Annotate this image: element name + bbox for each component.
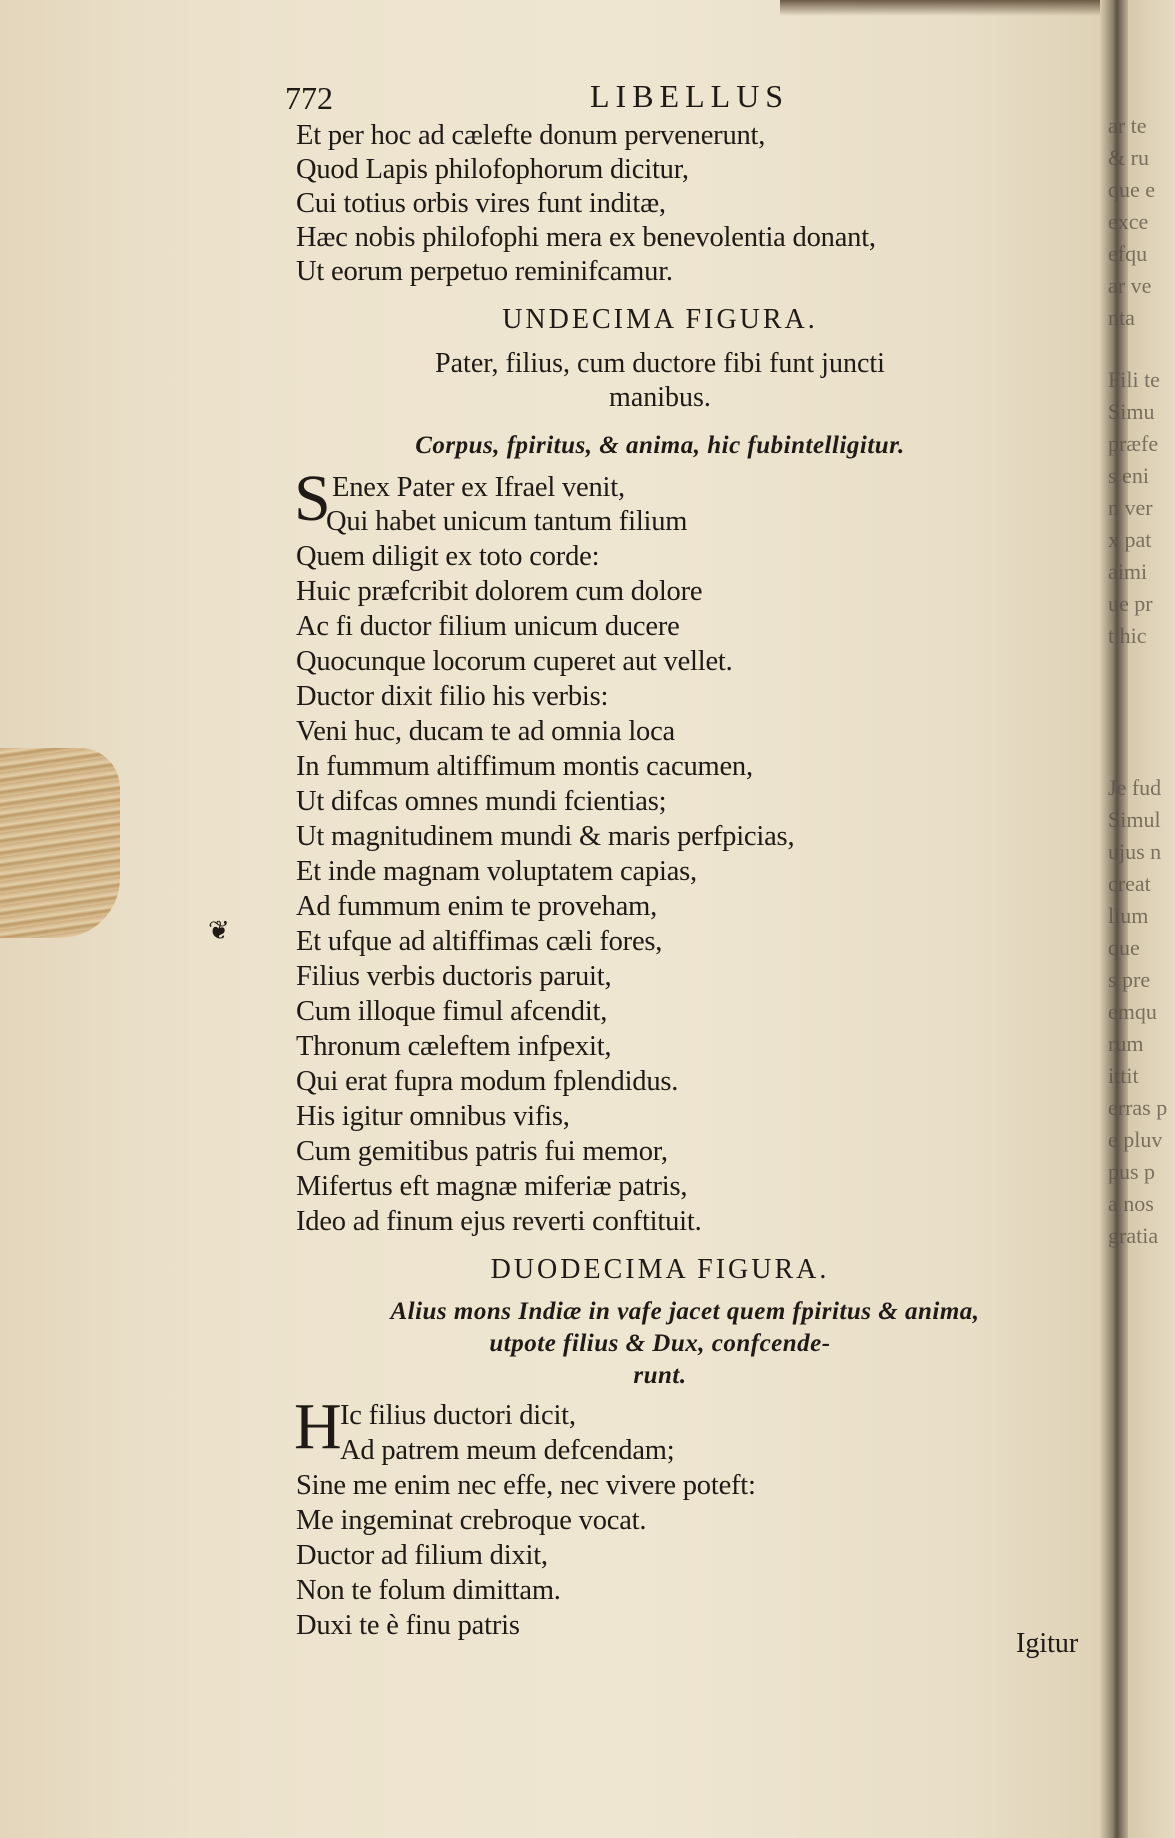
text-line: Cum illoque fimul afcendit,	[296, 996, 608, 1027]
facing-page-fragment: pus p	[1108, 1159, 1156, 1184]
text-line: Ut difcas omnes mundi fcientias;	[296, 786, 667, 817]
facing-page-fragment	[1108, 652, 1175, 682]
facing-page-fragment: creat	[1108, 871, 1151, 896]
text-line: Ut eorum perpetuo reminifcamur.	[296, 256, 673, 287]
facing-page-fragment: aimi	[1108, 559, 1148, 584]
text-line: Quocunque locorum cuperet aut vellet.	[296, 646, 733, 677]
facing-page-fragment: a nos	[1108, 1191, 1154, 1216]
text-line: Ad fummum enim te proveham,	[296, 891, 658, 922]
text-line: Cui totius orbis vires funt inditæ,	[296, 188, 666, 219]
facing-page-fragment: t hic	[1108, 623, 1147, 648]
facing-page-fragment: ue pr	[1108, 591, 1153, 616]
facing-page-fragment: Fili te	[1108, 367, 1160, 392]
drop-capital: S	[294, 462, 331, 535]
text-line: Hæc nobis philofophi mera ex benevolentia donant,	[296, 222, 876, 253]
page-number: 772	[285, 80, 333, 116]
italic-note: Alius mons Indiæ in vafe jacet quem fpiritus & anima,	[390, 1298, 980, 1325]
text-line: His igitur omnibus vifis,	[296, 1101, 570, 1132]
facing-page-fragment: & ru	[1108, 145, 1149, 170]
facing-page-fragment: rum	[1108, 1031, 1144, 1056]
text-line: Et ufque ad altiffimas cæli fores,	[296, 926, 663, 957]
catchword: Igitur	[1016, 1628, 1079, 1659]
facing-page-fragment: Je fud	[1108, 775, 1162, 800]
text-line: Ut magnitudinem mundi & maris perfpicias,	[296, 821, 795, 852]
text-line: Veni huc, ducam te ad omnia loca	[296, 716, 676, 747]
facing-page-fragment: ar te	[1108, 113, 1147, 138]
figure-caption: Pater, filius, cum ductore fibi funt juncti	[435, 348, 885, 379]
drop-capital: H	[294, 1390, 342, 1463]
facing-page-fragment: exce	[1108, 209, 1149, 234]
facing-page-fragment: ujus n	[1108, 839, 1162, 864]
figure-caption: manibus.	[609, 382, 711, 413]
text-line: Ideo ad finum ejus reverti conftituit.	[296, 1206, 702, 1237]
text-line: Huic præfcribit dolorem cum dolore	[296, 576, 703, 607]
text-line: Ic filius ductori dicit,	[340, 1400, 576, 1431]
facing-page-fragment: s eni	[1108, 463, 1149, 488]
facing-page-fragment: e pluv	[1108, 1127, 1163, 1152]
running-title: LIBELLUS	[590, 78, 790, 114]
italic-note: Corpus, fpiritus, & anima, hic fubintelligitur.	[415, 432, 905, 459]
facing-page-fragment: gratia	[1108, 1223, 1159, 1248]
margin-ornament: ❦	[208, 916, 230, 945]
facing-page-fragment: efqu	[1108, 241, 1148, 266]
text-line: Me ingeminat crebroque vocat.	[296, 1505, 647, 1536]
italic-note: utpote filius & Dux, confcende-	[489, 1330, 831, 1357]
text-line: Non te folum dimittam.	[296, 1575, 561, 1606]
text-line: Qui erat fupra modum fplendidus.	[296, 1066, 679, 1097]
text-line: Duxi te è finu patris	[296, 1610, 520, 1641]
text-line: In fummum altiffimum montis cacumen,	[296, 751, 753, 782]
text-line: Cum gemitibus patris fui memor,	[296, 1136, 668, 1167]
text-line: Ductor ad filium dixit,	[296, 1540, 548, 1571]
facing-page-fragment: erras p	[1108, 1095, 1168, 1120]
text-line: Quod Lapis philofophorum dicitur,	[296, 154, 689, 185]
facing-page-fragment: n ver	[1108, 495, 1153, 520]
facing-page-fragment: ittit	[1108, 1063, 1139, 1088]
section-heading: DUODECIMA FIGURA.	[490, 1254, 830, 1285]
text-line: Thronum cæleftem infpexit,	[296, 1031, 612, 1062]
facing-page-fragment	[1108, 742, 1175, 772]
facing-page-fragment	[1108, 682, 1175, 712]
facing-page-fragment: x pat	[1108, 527, 1152, 552]
text-line: Sine me enim nec effe, nec vivere poteft:	[296, 1470, 756, 1501]
text-line: Qui habet unicum tantum filium	[326, 506, 688, 537]
facing-page-fragment	[1108, 334, 1175, 364]
facing-page-fragment: præfe	[1108, 431, 1159, 456]
text-line: Et inde magnam voluptatem capias,	[296, 856, 697, 887]
facing-page-fragment: Simul	[1108, 807, 1161, 832]
facing-page-fragment: que e	[1108, 177, 1156, 202]
facing-page-fragment	[1108, 712, 1175, 742]
section-heading: UNDECIMA FIGURA.	[502, 304, 818, 335]
text-line: Ad patrem meum defcendam;	[340, 1435, 675, 1466]
text-line: Filius verbis ductoris paruit,	[296, 961, 612, 992]
facing-page-fragment: Simu	[1108, 399, 1155, 424]
facing-page-fragment: s pre	[1108, 967, 1151, 992]
facing-page-fragment: que	[1108, 935, 1140, 960]
facing-page-fragment: nta	[1108, 305, 1135, 330]
text-line: Ductor dixit filio his verbis:	[296, 681, 609, 712]
facing-page-fragment: ar ve	[1108, 273, 1152, 298]
text-line: Enex Pater ex Ifrael venit,	[332, 472, 625, 503]
italic-note: runt.	[633, 1362, 687, 1389]
facing-page-fragment: emqu	[1108, 999, 1157, 1024]
text-line: Ac fi ductor filium unicum ducere	[296, 611, 680, 642]
text-line: Et per hoc ad cælefte donum pervenerunt,	[296, 120, 766, 151]
facing-page-text	[1108, 110, 1175, 1510]
text-line: Mifertus eft magnæ miferiæ patris,	[296, 1171, 688, 1202]
text-line: Quem diligit ex toto corde:	[296, 541, 600, 572]
facing-page-fragment: lium	[1108, 903, 1149, 928]
